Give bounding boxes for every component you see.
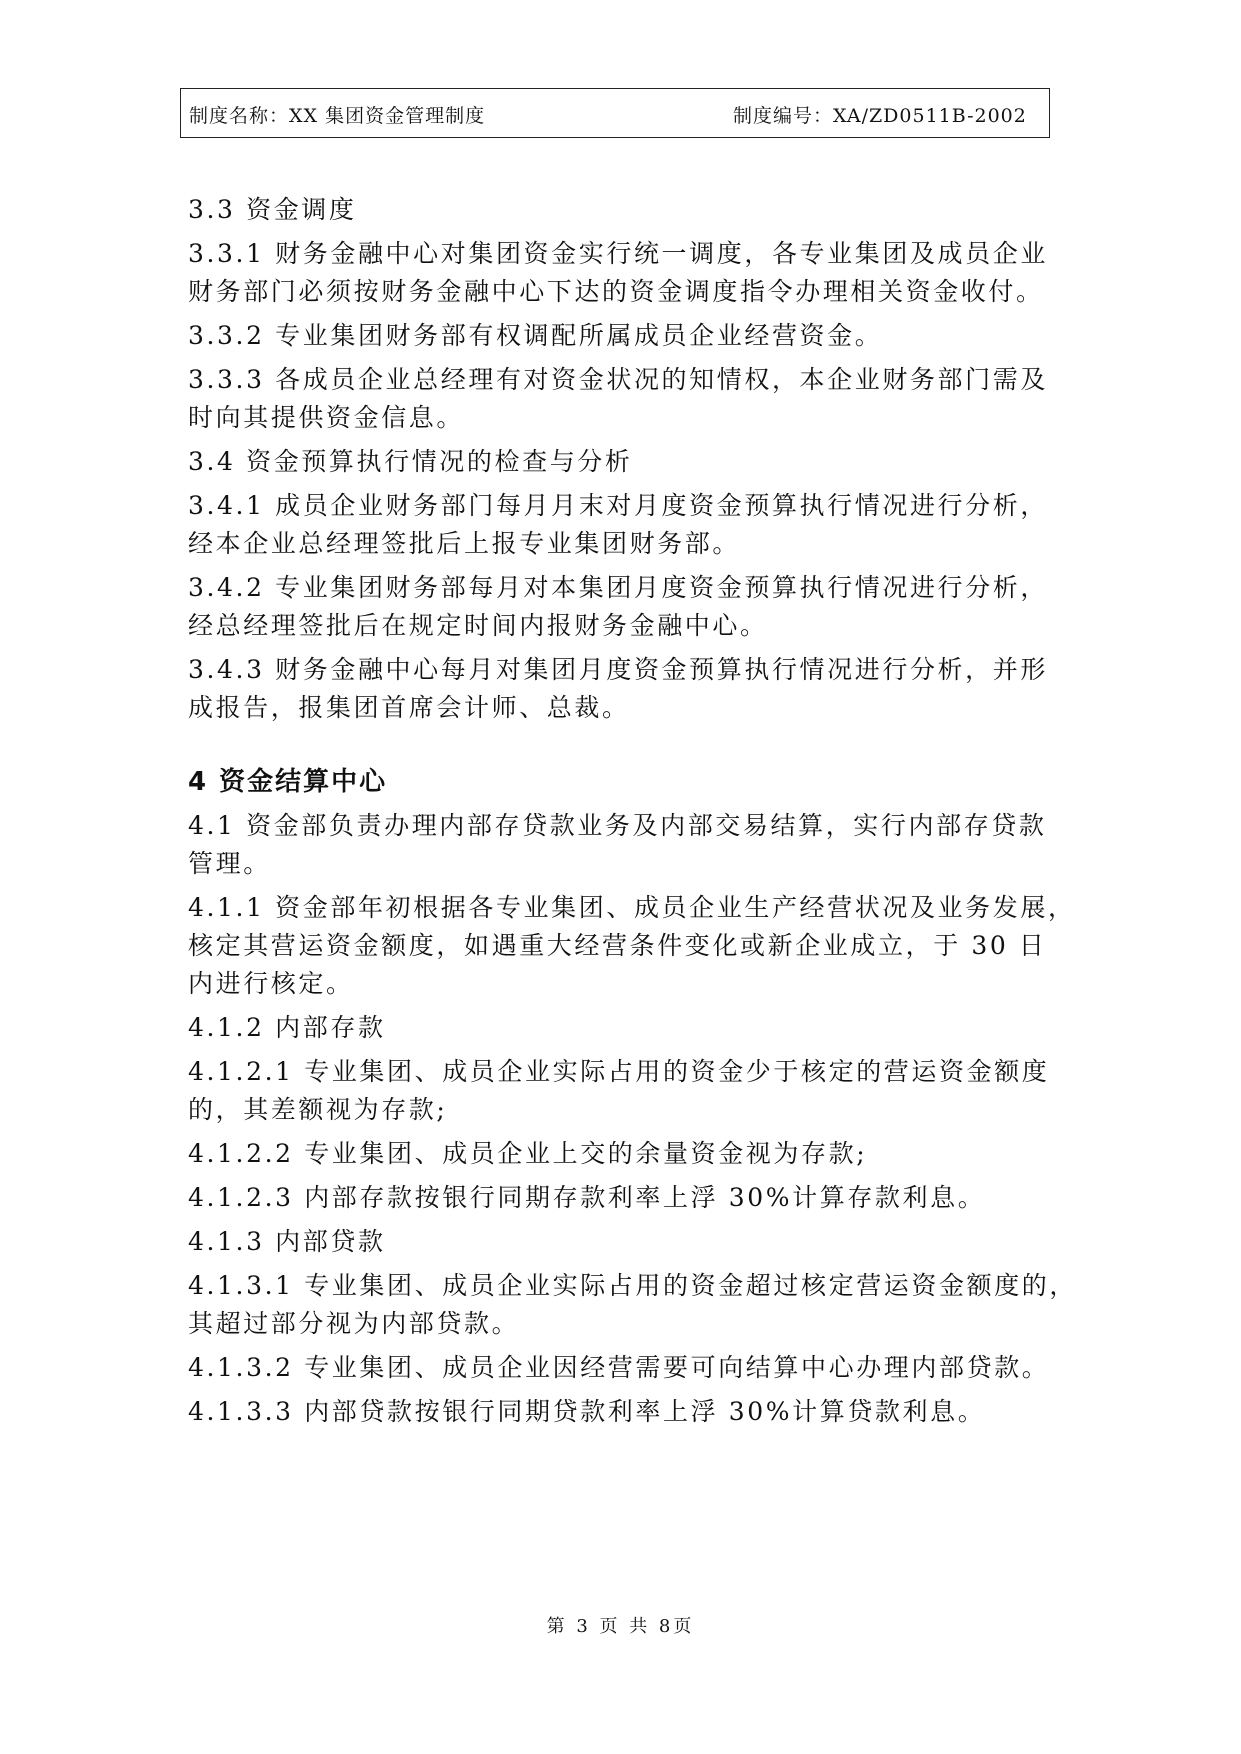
paragraph-line: 3.3 资金调度 [188,195,357,224]
paragraph-line: 3.4.3 财务金融中心每月对集团月度资金预算执行情况进行分析，并形 [188,655,1048,684]
document-name: 制度名称：XX 集团资金管理制度 [189,105,486,127]
paragraph-continuation: 核定其营运资金额度，如遇重大经营条件变化或新企业成立，于 30 日 [188,931,1047,960]
paragraph-continuation: 成报告，报集团首席会计师、总裁。 [188,693,630,722]
paragraph-continuation: 经总经理签批后在规定时间内报财务金融中心。 [188,611,768,640]
paragraph-line: 4.1 资金部负责办理内部存贷款业务及内部交易结算，实行内部存贷款 [188,811,1047,840]
paragraph-line: 3.3.1 财务金融中心对集团资金实行统一调度，各专业集团及成员企业 [188,239,1048,268]
paragraph-line: 3.3.2 专业集团财务部有权调配所属成员企业经营资金。 [188,321,883,350]
page-footer: 第 3 页 共 8页 [546,1616,695,1637]
paragraph-continuation: 经本企业总经理签批后上报专业集团财务部。 [188,529,741,558]
paragraph-continuation: 时向其提供资金信息。 [188,403,465,432]
section-spacer [188,734,1068,764]
paragraph-line: 4.1.2.2 专业集团、成员企业上交的余量资金视为存款; [188,1139,868,1168]
paragraph-line: 4.1.3.1 专业集团、成员企业实际占用的资金超过核定营运资金额度的， [188,1271,1078,1300]
paragraph-line: 3.4.1 成员企业财务部门每月月末对月度资金预算执行情况进行分析， [188,491,1048,520]
paragraph-continuation: 内进行核定。 [188,969,354,998]
section-heading: 4 资金结算中心 [188,767,388,797]
paragraph-continuation: 的，其差额视为存款; [188,1095,448,1124]
paragraph-line: 4.1.2.1 专业集团、成员企业实际占用的资金少于核定的营运资金额度 [188,1057,1050,1086]
paragraph-line: 3.4 资金预算执行情况的检查与分析 [188,447,633,476]
paragraph-continuation: 管理。 [188,849,271,878]
paragraph-line: 4.1.3.3 内部贷款按银行同期贷款利率上浮 30%计算贷款利息。 [188,1397,986,1426]
paragraph-continuation: 其超过部分视为内部贷款。 [188,1309,520,1338]
paragraph-line: 3.4.2 专业集团财务部每月对本集团月度资金预算执行情况进行分析， [188,573,1048,602]
paragraph-line: 4.1.3 内部贷款 [188,1227,386,1256]
document-body [188,192,1078,1438]
paragraph-line: 4.1.3.2 专业集团、成员企业因经营需要可向结算中心办理内部贷款。 [188,1353,1050,1382]
paragraph-line: 3.3.3 各成员企业总经理有对资金状况的知情权，本企业财务部门需及 [188,365,1048,394]
paragraph-line: 4.1.1 资金部年初根据各专业集团、成员企业生产经营状况及业务发展， [188,893,1076,922]
paragraph-continuation: 财务部门必须按财务金融中心下达的资金调度指令办理相关资金收付。 [188,277,1044,306]
document-header [180,88,1050,138]
paragraph-line: 4.1.2.3 内部存款按银行同期存款利率上浮 30%计算存款利息。 [188,1183,986,1212]
document-number: 制度编号：XA/ZD0511B-2002 [733,105,1027,127]
paragraph-line: 4.1.2 内部存款 [188,1013,386,1042]
